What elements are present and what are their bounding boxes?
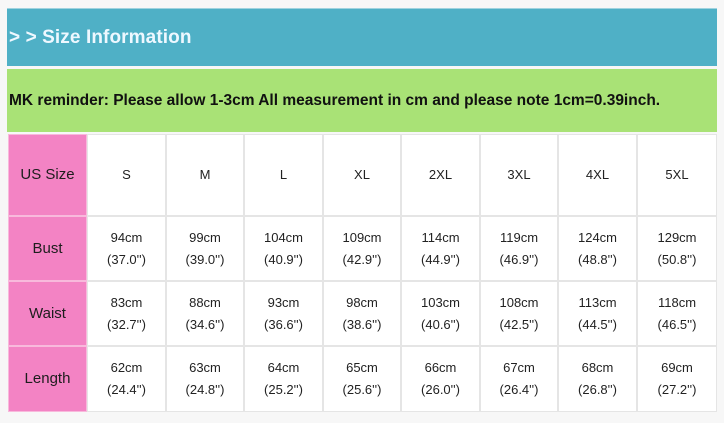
bust-cell	[480, 216, 558, 281]
waist-cell	[401, 281, 480, 346]
waist-inch: (46.5'')	[657, 316, 697, 332]
waist-cell	[480, 281, 558, 346]
length-inch: (24.4'')	[107, 382, 146, 397]
row-label-length: Length	[8, 346, 87, 412]
waist-row	[8, 281, 717, 346]
length-inch: (25.6'')	[342, 382, 382, 397]
length-inch: (26.8'')	[578, 382, 617, 397]
length-cm: 64cm	[267, 360, 300, 375]
waist-cm: 93cm	[267, 294, 300, 310]
length-cm: 69cm	[661, 360, 693, 375]
size-cell: 2XL	[401, 134, 480, 216]
length-row	[8, 346, 717, 412]
row-label-us-size: US Size	[8, 134, 87, 216]
length-inch: (27.2'')	[657, 382, 697, 397]
bust-inch: (39.0'')	[185, 251, 225, 267]
waist-cm: 83cm	[110, 294, 143, 310]
waist-cell	[166, 281, 244, 346]
length-inch: (26.4'')	[499, 382, 539, 397]
bust-cm: 124cm	[577, 229, 618, 245]
size-cell: S	[87, 134, 166, 216]
waist-inch: (36.6'')	[264, 316, 303, 332]
bust-cm: 129cm	[657, 229, 697, 245]
waist-inch: (42.5'')	[499, 316, 539, 332]
waist-cell	[558, 281, 637, 346]
length-cell	[323, 346, 401, 412]
bust-inch: (37.0'')	[107, 251, 146, 267]
bust-inch: (44.9'')	[421, 251, 460, 267]
bust-inch: (42.9'')	[342, 251, 382, 267]
length-cell	[558, 346, 637, 412]
waist-cm: 88cm	[189, 294, 221, 310]
waist-cell	[244, 281, 323, 346]
waist-inch: (34.6'')	[185, 316, 225, 332]
length-inch: (26.0'')	[421, 382, 460, 397]
bust-inch: (48.8'')	[578, 251, 617, 267]
bust-inch: (40.9'')	[264, 251, 303, 267]
bust-cell	[401, 216, 480, 281]
length-inch: (25.2'')	[264, 382, 303, 397]
waist-cm: 103cm	[420, 294, 461, 310]
bust-cm: 114cm	[421, 229, 460, 245]
size-information-header	[7, 8, 717, 66]
measurement-reminder-banner	[7, 69, 717, 132]
waist-inch: (40.6'')	[421, 316, 460, 332]
size-cell: L	[244, 134, 323, 216]
waist-cm: 108cm	[499, 294, 539, 310]
waist-cell	[323, 281, 401, 346]
size-cell: XL	[323, 134, 401, 216]
bust-inch: (46.9'')	[499, 251, 539, 267]
bust-cm: 104cm	[263, 229, 304, 245]
waist-inch: (44.5'')	[578, 316, 617, 332]
bust-cm: 119cm	[499, 229, 539, 245]
size-chart-table	[8, 134, 717, 412]
size-cell: 4XL	[558, 134, 637, 216]
size-cell: 3XL	[480, 134, 558, 216]
bust-cm: 99cm	[189, 229, 221, 245]
waist-cm: 98cm	[346, 294, 378, 310]
bust-cm: 94cm	[110, 229, 143, 245]
length-cm: 62cm	[110, 360, 143, 375]
size-cell: 5XL	[637, 134, 717, 216]
row-label-bust: Bust	[8, 216, 87, 281]
row-label-waist: Waist	[8, 281, 87, 346]
section-title: > > Size Information	[9, 27, 192, 48]
length-cell	[480, 346, 558, 412]
bust-cell	[87, 216, 166, 281]
bust-cell	[166, 216, 244, 281]
waist-cm: 113cm	[578, 294, 617, 310]
bust-row	[8, 216, 717, 281]
bust-cell	[323, 216, 401, 281]
bust-cell	[558, 216, 637, 281]
bust-cell	[637, 216, 717, 281]
waist-cm: 118cm	[657, 294, 697, 310]
waist-cell	[87, 281, 166, 346]
bust-cell	[244, 216, 323, 281]
bust-cm: 109cm	[342, 229, 382, 245]
waist-inch: (32.7'')	[107, 316, 146, 332]
length-cell	[637, 346, 717, 412]
length-cm: 68cm	[581, 360, 614, 375]
length-cell	[166, 346, 244, 412]
size-header-row	[8, 134, 717, 216]
length-cm: 65cm	[346, 360, 378, 375]
bust-inch: (50.8'')	[657, 251, 697, 267]
length-cell	[244, 346, 323, 412]
length-cm: 67cm	[503, 360, 535, 375]
length-inch: (24.8'')	[185, 382, 225, 397]
waist-inch: (38.6'')	[342, 316, 382, 332]
length-cell	[401, 346, 480, 412]
length-cell	[87, 346, 166, 412]
length-cm: 66cm	[424, 360, 457, 375]
size-cell: M	[166, 134, 244, 216]
measurement-reminder-text: MK reminder: Please allow 1-3cm All measurement in cm and please note 1cm=0.39inch.	[9, 92, 661, 109]
waist-cell	[637, 281, 717, 346]
length-cm: 63cm	[189, 360, 221, 375]
